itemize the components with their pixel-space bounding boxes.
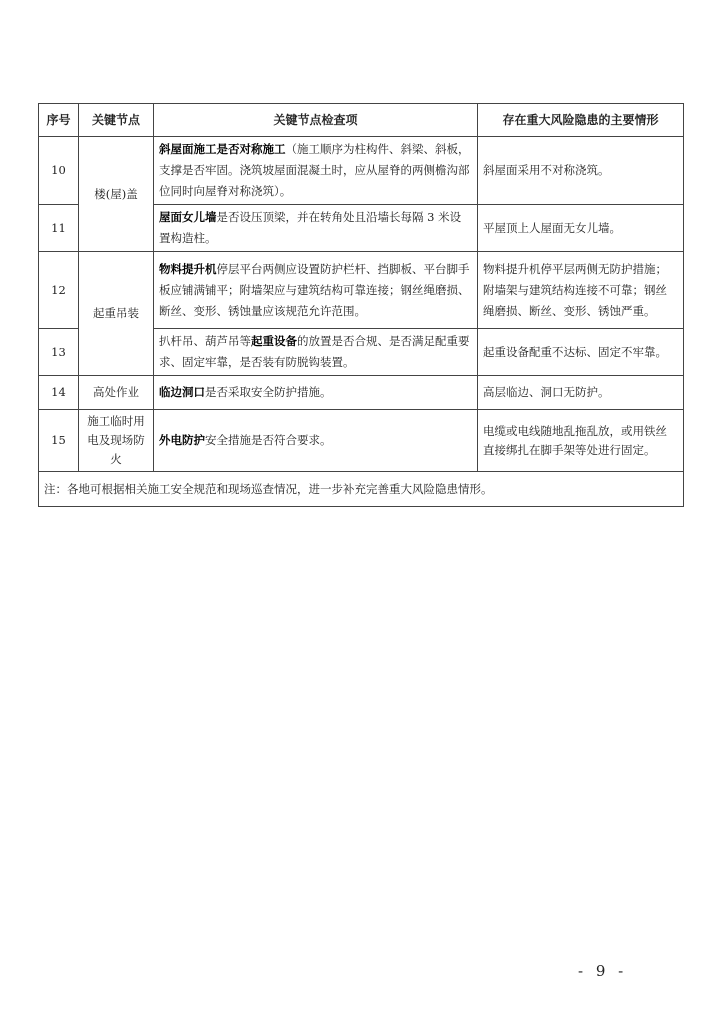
table-row xyxy=(39,252,684,329)
check-bold: 物料提升机 xyxy=(159,261,217,276)
header-no: 序号 xyxy=(39,104,79,137)
header-node: 关键节点 xyxy=(79,104,154,137)
table-row xyxy=(39,410,684,472)
row-check xyxy=(154,205,478,252)
row-check xyxy=(154,137,478,205)
check-text: 安全措施是否符合要求。 xyxy=(205,433,332,447)
table-row xyxy=(39,137,684,205)
row-risk: 斜屋面采用不对称浇筑。 xyxy=(478,137,684,205)
row-risk: 高层临边、洞口无防护。 xyxy=(478,376,684,410)
row-no: 11 xyxy=(39,205,79,252)
row-no: 12 xyxy=(39,252,79,329)
check-text: 的放置是否合规、是否满足配重要求、固定牢靠，是否装有防脱钩装置。 xyxy=(159,334,470,369)
row-node: 起重吊装 xyxy=(79,252,154,376)
row-risk: 平屋顶上人屋面无女儿墙。 xyxy=(478,205,684,252)
row-check xyxy=(154,252,478,329)
check-text: 是否采取安全防护措施。 xyxy=(205,385,332,399)
page-number: - 9 - xyxy=(578,962,628,980)
row-risk: 物料提升机停平层两侧无防护措施；附墙架与建筑结构连接不可靠；钢丝绳磨损、断丝、变形、锈蚀严重。 xyxy=(478,252,684,329)
row-node: 施工临时用电及现场防火 xyxy=(79,410,154,472)
row-check xyxy=(154,329,478,376)
check-text: 停层平台两侧应设置防护栏杆、挡脚板、平台脚手板应铺满铺平；附墙架应与建筑结构可靠连接；钢丝绳磨损、断丝、变形、锈蚀量应该规范允许范围。 xyxy=(159,261,470,318)
row-node: 高处作业 xyxy=(79,376,154,410)
check-bold: 屋面女儿墙 xyxy=(159,210,217,224)
check-text: 是否设压顶梁，并在转角处且沿墙长每隔 3 米设置构造柱。 xyxy=(159,210,462,245)
row-no: 15 xyxy=(39,410,79,472)
table-header-row xyxy=(39,104,684,137)
row-risk: 起重设备配重不达标、固定不牢靠。 xyxy=(478,329,684,376)
table-row xyxy=(39,376,684,410)
row-check xyxy=(154,410,478,472)
row-node: 楼(屋)盖 xyxy=(79,137,154,252)
check-text-pre: 扒杆吊、葫芦吊等 xyxy=(159,334,251,348)
table-note: 注：各地可根据相关施工安全规范和现场巡查情况，进一步补充完善重大风险隐患情形。 xyxy=(39,472,684,507)
note-row xyxy=(39,472,684,507)
check-bold: 外电防护 xyxy=(159,433,205,447)
check-text: （施工顺序为柱构件、斜梁、斜板，支撑是否牢固。浇筑坡屋面混凝土时，应从屋脊的两侧檐沟部位同时向屋脊对称浇筑）。 xyxy=(159,142,470,198)
header-risk: 存在重大风险隐患的主要情形 xyxy=(478,104,684,137)
check-bold: 斜屋面施工是否对称施工 xyxy=(159,142,286,156)
risk-table xyxy=(38,103,684,507)
row-no: 14 xyxy=(39,376,79,410)
row-risk: 电缆或电线随地乱拖乱放，或用铁丝直接绑扎在脚手架等处进行固定。 xyxy=(478,410,684,472)
row-no: 13 xyxy=(39,329,79,376)
check-bold: 起重设备 xyxy=(251,334,297,348)
row-check xyxy=(154,376,478,410)
row-no: 10 xyxy=(39,137,79,205)
check-bold: 临边洞口 xyxy=(159,385,205,399)
header-check: 关键节点检查项 xyxy=(154,104,478,137)
